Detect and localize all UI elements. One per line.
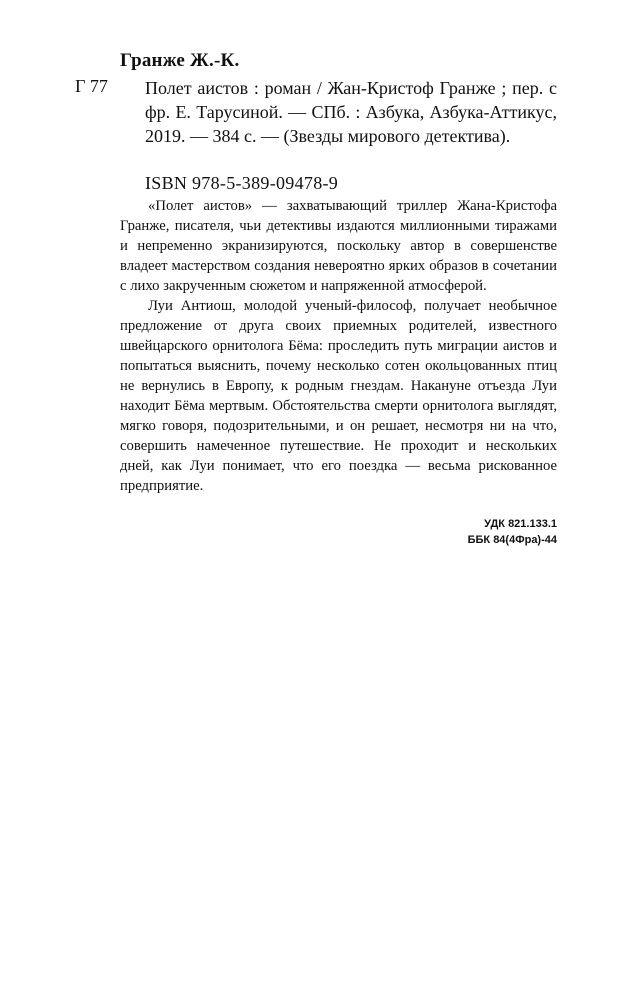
author-heading: Гранже Ж.-К.	[120, 50, 240, 71]
isbn-number: ISBN 978-5-389-09478-9	[145, 173, 339, 193]
classification-indices	[420, 516, 557, 548]
udk-index: УДК 821.133.1	[484, 518, 557, 530]
annotation-paragraph-1: «Полет аистов» — захватывающий триллер Жана-Кристофа Гранже, писателя, чьи детективы издаются миллионными тиражами и непременно экранизируются, поскольку автор в совершенстве владеет мастерством создания невероятно ярких образов в сочетании с лихо закрученным сюжетом и напряженной атмосферой.	[120, 198, 557, 294]
bibliographic-record: Полет аистов : роман / Жан-Кристоф Гранже ; пер. с фр. Е. Тарусиной. — СПб. : Азбука, Азбука-Аттикус, 2019. — 384 с. — (Звезды мирового детектива).	[145, 78, 557, 146]
classification-code: Г 77	[75, 76, 108, 96]
annotation	[120, 196, 557, 496]
bbk-index: ББК 84(4Фра)-44	[467, 534, 557, 546]
annotation-paragraph-2: Луи Антиош, молодой ученый-философ, получает необычное предложение от друга своих приемных родителей, известного швейцарского орнитолога Бёма: проследить путь миграции аистов и попытаться выяснить, почему несколько сотен окольцованных птиц не вернулись в Европу, к родным гнездам. Накануне отъезда Луи находит Бёма мертвым. Обстоятельства смерти орнитолога выглядят, мягко говоря, подозрительными, и он решает, несмотря ни на что, совершить намеченное путешествие. Не проходит и нескольких дней, как Луи понимает, что его поездка — весьма рискованное предприятие.	[120, 298, 557, 494]
